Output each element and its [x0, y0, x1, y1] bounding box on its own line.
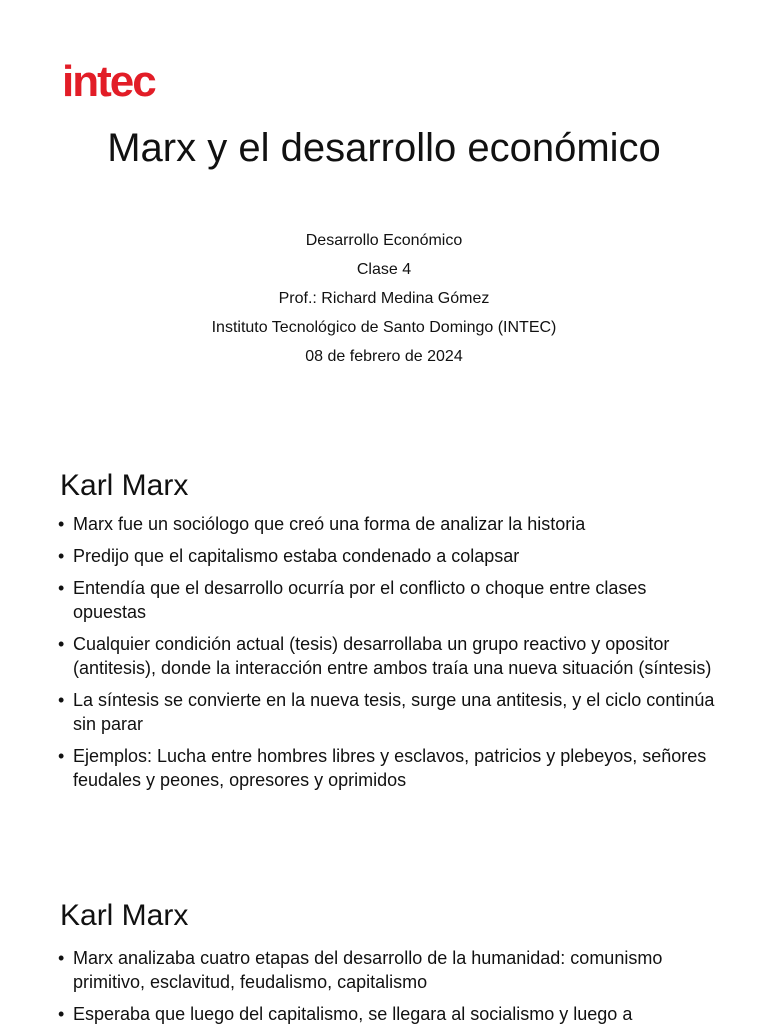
- title-slide: [0, 0, 768, 400]
- bullet-list: [58, 946, 718, 1024]
- bullet-icon: •: [58, 948, 65, 968]
- slide-heading: Karl Marx: [60, 469, 189, 502]
- content-slide-2: [0, 864, 768, 1024]
- subtitle-block: [84, 226, 684, 371]
- bullet-item: [58, 946, 718, 994]
- bullet-text: Cualquier condición actual (tesis) desarrollaba un grupo reactivo y opositor (antitesis), donde la interacción entre ambos traía una nueva situación (síntesis): [73, 634, 712, 678]
- bullet-icon: •: [58, 746, 65, 766]
- bullet-item: [58, 688, 718, 736]
- slide-heading: Karl Marx: [60, 899, 189, 932]
- bullet-item: [58, 576, 718, 624]
- content-slide-1: [0, 432, 768, 852]
- intec-logo: intec: [62, 57, 155, 106]
- bullet-icon: •: [58, 578, 65, 598]
- subtitle-professor: Prof.: Richard Medina Gómez: [278, 290, 490, 307]
- subtitle-date: 08 de febrero de 2024: [305, 348, 463, 365]
- bullet-icon: •: [58, 514, 65, 534]
- bullet-item: [58, 632, 718, 680]
- bullet-text: Predijo que el capitalismo estaba condenado a colapsar: [73, 546, 520, 566]
- bullet-item: [58, 1002, 718, 1024]
- bullet-item: [58, 744, 718, 792]
- bullet-item: [58, 544, 718, 568]
- subtitle-course: Desarrollo Económico: [305, 232, 463, 249]
- bullet-item: [58, 512, 718, 536]
- bullet-icon: •: [58, 690, 65, 710]
- slide-title: Marx y el desarrollo económico: [107, 126, 661, 170]
- subtitle-institution: Instituto Tecnológico de Santo Domingo (INTEC): [211, 319, 557, 336]
- bullet-icon: •: [58, 634, 65, 654]
- bullet-list: [58, 512, 718, 800]
- bullet-icon: •: [58, 546, 65, 566]
- bullet-icon: •: [58, 1004, 65, 1024]
- bullet-text: Marx fue un sociólogo que creó una forma de analizar la historia: [73, 514, 586, 534]
- bullet-text: La síntesis se convierte en la nueva tesis, surge una antitesis, y el ciclo continúa sin parar: [73, 690, 715, 734]
- bullet-text: Marx analizaba cuatro etapas del desarrollo de la humanidad: comunismo primitivo, esclavitud, feudalismo, capitalismo: [73, 948, 663, 992]
- bullet-text: Esperaba que luego del capitalismo, se llegara al socialismo y luego a: [73, 1004, 633, 1024]
- bullet-text: Entendía que el desarrollo ocurría por el conflicto o choque entre clases opuestas: [73, 578, 647, 622]
- bullet-text: Ejemplos: Lucha entre hombres libres y esclavos, patricios y plebeyos, señores feudales y peones, opresores y oprimidos: [73, 746, 707, 790]
- subtitle-class: Clase 4: [356, 261, 412, 278]
